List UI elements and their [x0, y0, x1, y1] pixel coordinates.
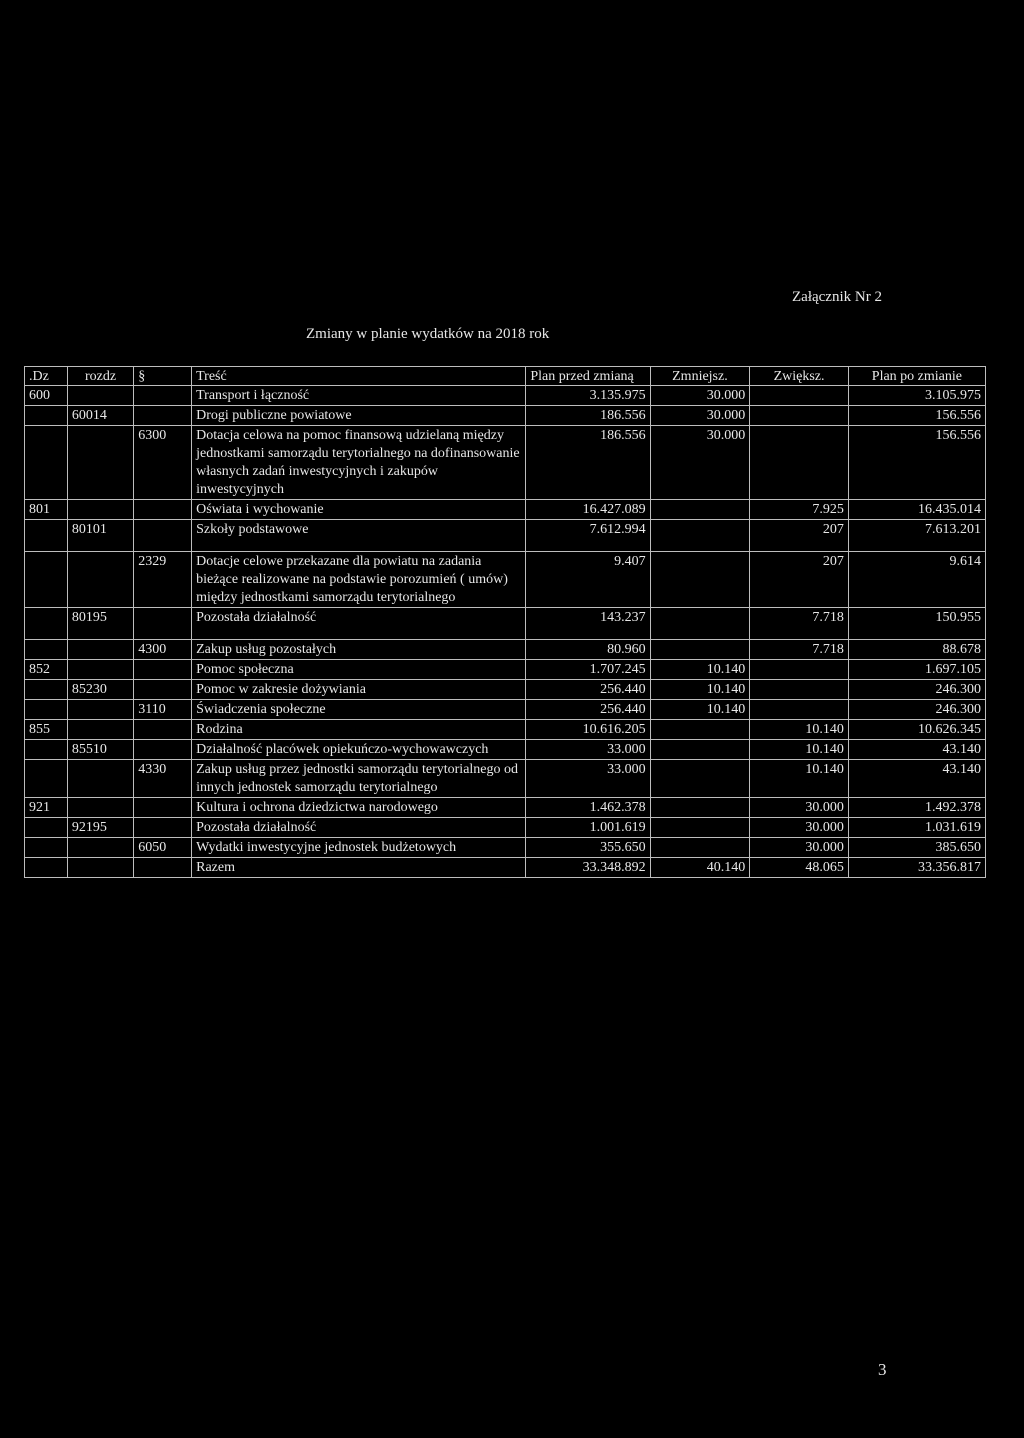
cell-plan-after: 33.356.817 [848, 858, 985, 878]
cell-tresc: Dotacje celowe przekazane dla powiatu na zadania bieżące realizowane na podstawie porozumień ( umów) między jednostkami samorządu terytorialnego [192, 552, 526, 608]
cell-rozdz: 92195 [67, 818, 133, 838]
cell-increase: 30.000 [750, 838, 849, 858]
cell-rozdz [67, 838, 133, 858]
cell-dz: 600 [25, 386, 68, 406]
cell-plan-before: 10.616.205 [526, 720, 650, 740]
cell-decrease [650, 640, 750, 660]
page-number: 3 [878, 1360, 887, 1379]
cell-decrease: 10.140 [650, 680, 750, 700]
cell-dz: 855 [25, 720, 68, 740]
table-row [25, 660, 986, 680]
cell-increase: 30.000 [750, 818, 849, 838]
cell-paragraph: 6300 [134, 426, 192, 500]
cell-dz [25, 700, 68, 720]
cell-dz [25, 552, 68, 608]
cell-tresc: Kultura i ochrona dziedzictwa narodowego [192, 798, 526, 818]
table-row [25, 798, 986, 818]
cell-increase [750, 680, 849, 700]
cell-paragraph [134, 386, 192, 406]
cell-plan-after: 88.678 [848, 640, 985, 660]
cell-rozdz [67, 386, 133, 406]
cell-decrease [650, 552, 750, 608]
cell-increase: 7.718 [750, 640, 849, 660]
table-row [25, 426, 986, 500]
cell-increase [750, 386, 849, 406]
cell-plan-before: 256.440 [526, 680, 650, 700]
cell-increase: 10.140 [750, 740, 849, 760]
cell-tresc: Oświata i wychowanie [192, 500, 526, 520]
table-row [25, 760, 986, 798]
cell-rozdz [67, 640, 133, 660]
cell-rozdz [67, 660, 133, 680]
cell-increase: 207 [750, 552, 849, 608]
cell-plan-after: 246.300 [848, 700, 985, 720]
cell-dz: 801 [25, 500, 68, 520]
cell-plan-before: 1.707.245 [526, 660, 650, 680]
cell-paragraph [134, 818, 192, 838]
cell-rozdz [67, 700, 133, 720]
cell-dz [25, 680, 68, 700]
cell-plan-before: 143.237 [526, 608, 650, 640]
cell-decrease [650, 720, 750, 740]
table-row [25, 818, 986, 838]
cell-plan-before: 9.407 [526, 552, 650, 608]
cell-decrease: 30.000 [650, 426, 750, 500]
cell-increase: 48.065 [750, 858, 849, 878]
table-row [25, 680, 986, 700]
cell-increase [750, 700, 849, 720]
cell-dz [25, 760, 68, 798]
cell-decrease [650, 838, 750, 858]
cell-rozdz: 85230 [67, 680, 133, 700]
cell-increase: 10.140 [750, 720, 849, 740]
table-row [25, 740, 986, 760]
header-rozdz: rozdz [67, 367, 133, 386]
cell-rozdz: 85510 [67, 740, 133, 760]
cell-decrease [650, 608, 750, 640]
cell-paragraph: 3110 [134, 700, 192, 720]
cell-paragraph [134, 608, 192, 640]
cell-dz [25, 858, 68, 878]
cell-paragraph: 6050 [134, 838, 192, 858]
cell-plan-before: 186.556 [526, 426, 650, 500]
cell-decrease [650, 500, 750, 520]
cell-dz: 921 [25, 798, 68, 818]
cell-dz [25, 520, 68, 552]
cell-plan-after: 385.650 [848, 838, 985, 858]
cell-tresc: Rodzina [192, 720, 526, 740]
cell-decrease [650, 740, 750, 760]
table-row [25, 520, 986, 552]
cell-plan-after: 16.435.014 [848, 500, 985, 520]
table-row [25, 608, 986, 640]
cell-tresc: Zakup usług przez jednostki samorządu terytorialnego od innych jednostek samorządu terytorialnego [192, 760, 526, 798]
cell-paragraph [134, 660, 192, 680]
cell-increase: 207 [750, 520, 849, 552]
cell-plan-before: 1.462.378 [526, 798, 650, 818]
budget-changes-table [24, 366, 986, 878]
cell-decrease: 40.140 [650, 858, 750, 878]
cell-increase: 7.925 [750, 500, 849, 520]
table-row [25, 700, 986, 720]
cell-plan-after: 1.492.378 [848, 798, 985, 818]
header-dz: .Dz [25, 367, 68, 386]
cell-plan-after: 246.300 [848, 680, 985, 700]
cell-plan-before: 80.960 [526, 640, 650, 660]
cell-rozdz: 80195 [67, 608, 133, 640]
cell-rozdz [67, 798, 133, 818]
cell-increase: 7.718 [750, 608, 849, 640]
cell-plan-before: 16.427.089 [526, 500, 650, 520]
cell-plan-before: 33.000 [526, 740, 650, 760]
cell-decrease: 30.000 [650, 386, 750, 406]
cell-plan-before: 33.348.892 [526, 858, 650, 878]
cell-plan-after: 7.613.201 [848, 520, 985, 552]
cell-rozdz: 80101 [67, 520, 133, 552]
cell-plan-after: 3.105.975 [848, 386, 985, 406]
cell-tresc: Pozostała działalność [192, 608, 526, 640]
cell-increase [750, 406, 849, 426]
cell-rozdz [67, 552, 133, 608]
cell-tresc: Drogi publiczne powiatowe [192, 406, 526, 426]
cell-rozdz: 60014 [67, 406, 133, 426]
cell-rozdz [67, 858, 133, 878]
annex-label: Załącznik Nr 2 [792, 289, 882, 305]
cell-rozdz [67, 500, 133, 520]
cell-tresc: Pomoc społeczna [192, 660, 526, 680]
cell-tresc: Transport i łączność [192, 386, 526, 406]
cell-paragraph: 4300 [134, 640, 192, 660]
cell-dz [25, 608, 68, 640]
cell-paragraph: 4330 [134, 760, 192, 798]
cell-plan-before: 256.440 [526, 700, 650, 720]
cell-paragraph: 2329 [134, 552, 192, 608]
cell-dz [25, 640, 68, 660]
cell-dz: 852 [25, 660, 68, 680]
cell-dz [25, 838, 68, 858]
table-header-row [25, 367, 986, 386]
cell-decrease [650, 760, 750, 798]
cell-rozdz [67, 720, 133, 740]
cell-tresc: Działalność placówek opiekuńczo-wychowawczych [192, 740, 526, 760]
cell-plan-after: 9.614 [848, 552, 985, 608]
cell-decrease: 10.140 [650, 660, 750, 680]
cell-tresc: Świadczenia społeczne [192, 700, 526, 720]
cell-plan-after: 10.626.345 [848, 720, 985, 740]
cell-paragraph [134, 740, 192, 760]
cell-plan-after: 156.556 [848, 426, 985, 500]
cell-decrease [650, 798, 750, 818]
cell-plan-before: 1.001.619 [526, 818, 650, 838]
cell-plan-after: 150.955 [848, 608, 985, 640]
cell-plan-after: 43.140 [848, 740, 985, 760]
header-plan-before: Plan przed zmianą [526, 367, 650, 386]
header-tresc: Treść [192, 367, 526, 386]
cell-decrease: 30.000 [650, 406, 750, 426]
cell-paragraph [134, 720, 192, 740]
table-row [25, 640, 986, 660]
total-row [25, 858, 986, 878]
cell-plan-before: 33.000 [526, 760, 650, 798]
cell-increase [750, 660, 849, 680]
cell-increase [750, 426, 849, 500]
cell-plan-before: 355.650 [526, 838, 650, 858]
cell-paragraph [134, 858, 192, 878]
cell-plan-after: 1.031.619 [848, 818, 985, 838]
document-title: Zmiany w planie wydatków na 2018 rok [306, 326, 550, 342]
cell-plan-after: 156.556 [848, 406, 985, 426]
cell-plan-after: 1.697.105 [848, 660, 985, 680]
cell-dz [25, 406, 68, 426]
cell-paragraph [134, 406, 192, 426]
table-row [25, 838, 986, 858]
header-increase: Zwiększ. [750, 367, 849, 386]
cell-plan-before: 3.135.975 [526, 386, 650, 406]
table-row [25, 720, 986, 740]
cell-dz [25, 818, 68, 838]
cell-tresc: Pozostała działalność [192, 818, 526, 838]
table-row [25, 386, 986, 406]
cell-dz [25, 426, 68, 500]
header-paragraph: § [134, 367, 192, 386]
cell-paragraph [134, 520, 192, 552]
table-row [25, 406, 986, 426]
cell-increase: 10.140 [750, 760, 849, 798]
cell-increase: 30.000 [750, 798, 849, 818]
table-row [25, 500, 986, 520]
cell-tresc: Razem [192, 858, 526, 878]
cell-plan-after: 43.140 [848, 760, 985, 798]
cell-plan-before: 186.556 [526, 406, 650, 426]
cell-rozdz [67, 426, 133, 500]
cell-paragraph [134, 680, 192, 700]
cell-decrease: 10.140 [650, 700, 750, 720]
header-decrease: Zmniejsz. [650, 367, 750, 386]
cell-rozdz [67, 760, 133, 798]
cell-plan-before: 7.612.994 [526, 520, 650, 552]
table-row [25, 552, 986, 608]
cell-tresc: Pomoc w zakresie dożywiania [192, 680, 526, 700]
cell-tresc: Zakup usług pozostałych [192, 640, 526, 660]
cell-tresc: Szkoły podstawowe [192, 520, 526, 552]
cell-decrease [650, 520, 750, 552]
cell-decrease [650, 818, 750, 838]
cell-tresc: Wydatki inwestycyjne jednostek budżetowych [192, 838, 526, 858]
header-plan-after: Plan po zmianie [848, 367, 985, 386]
cell-paragraph [134, 500, 192, 520]
cell-tresc: Dotacja celowa na pomoc finansową udzielaną między jednostkami samorządu terytorialnego na dofinansowanie własnych zadań inwestycyjnych i zakupów inwestycyjnych [192, 426, 526, 500]
cell-paragraph [134, 798, 192, 818]
cell-dz [25, 740, 68, 760]
